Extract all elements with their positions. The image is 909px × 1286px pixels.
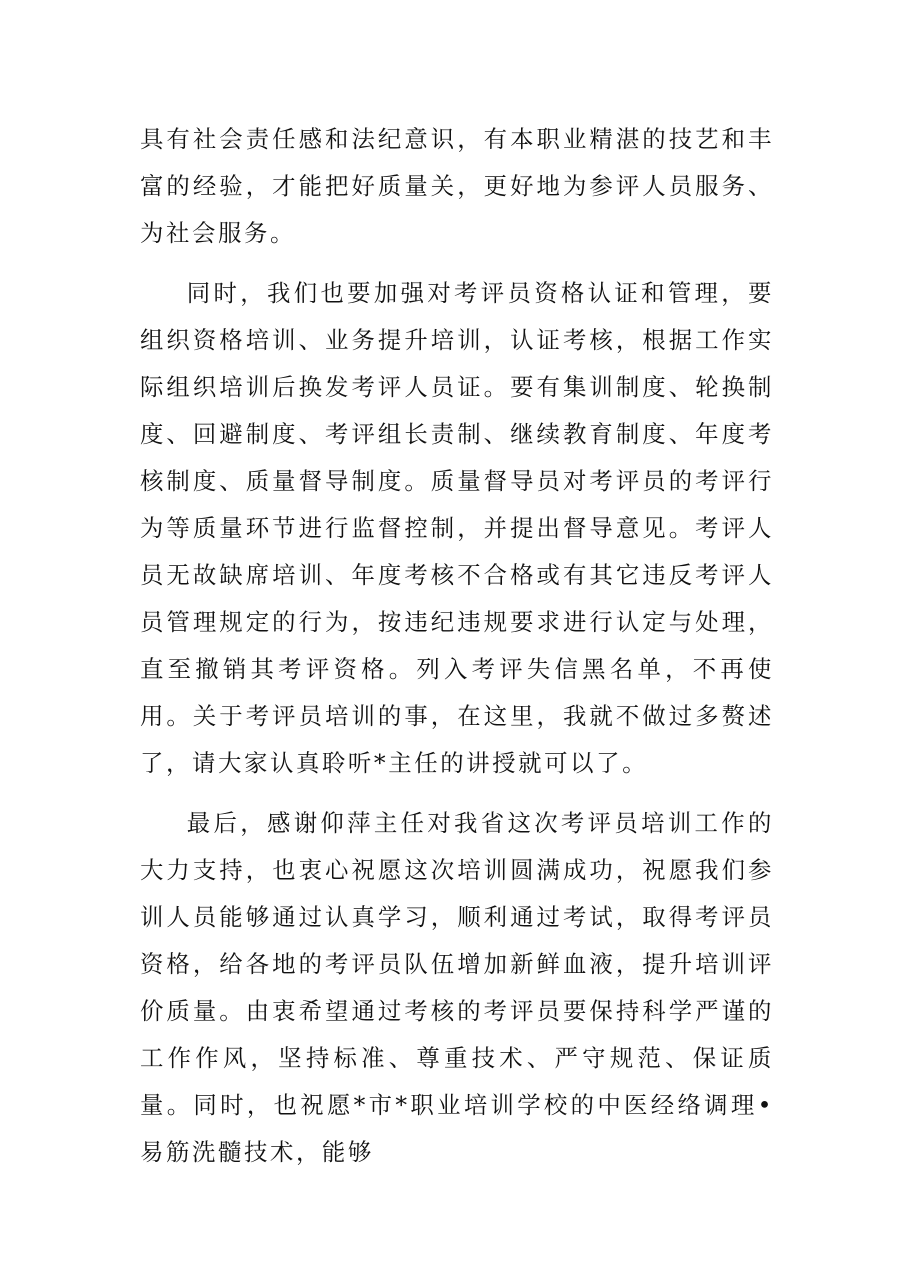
paragraph-continuation: 具有社会责任感和法纪意识，有本职业精湛的技艺和丰富的经验，才能把好质量关，更好地为参评人员服务、为社会服务。	[140, 125, 774, 247]
paragraph-closing-thanks: 最后，感谢仰萍主任对我省这次考评员培训工作的大力支持，也衷心祝愿这次培训圆满成功，祝愿我们参训人员能够通过认真学习，顺利通过考试，取得考评员资格，给各地的考评员队伍增加新鲜血液，提升培训评价质量。由衷希望通过考核的考评员要保持科学严谨的工作作风，坚持标准、尊重技术、严守规范、保证质量。同时，也祝愿*市*职业培训学校的中医经络调理•易筋洗髓技术，能够	[140, 809, 774, 1166]
paragraph-qualification-management: 同时，我们也要加强对考评员资格认证和管理，要组织资格培训、业务提升培训，认证考核，根据工作实际组织培训后换发考评人员证。要有集训制度、轮换制度、回避制度、考评组长责制、继续教育制度、年度考核制度、质量督导制度。质量督导员对考评员的考评行为等质量环节进行监督控制，并提出督导意见。考评人员无故缺席培训、年度考核不合格或有其它违反考评人员管理规定的行为，按违纪违规要求进行认定与处理，直至撤销其考评资格。列入考评失信黑名单，不再使用。关于考评员培训的事，在这里，我就不做过多赘述了，请大家认真聆听*主任的讲授就可以了。	[140, 279, 774, 777]
document-body	[140, 116, 774, 1176]
